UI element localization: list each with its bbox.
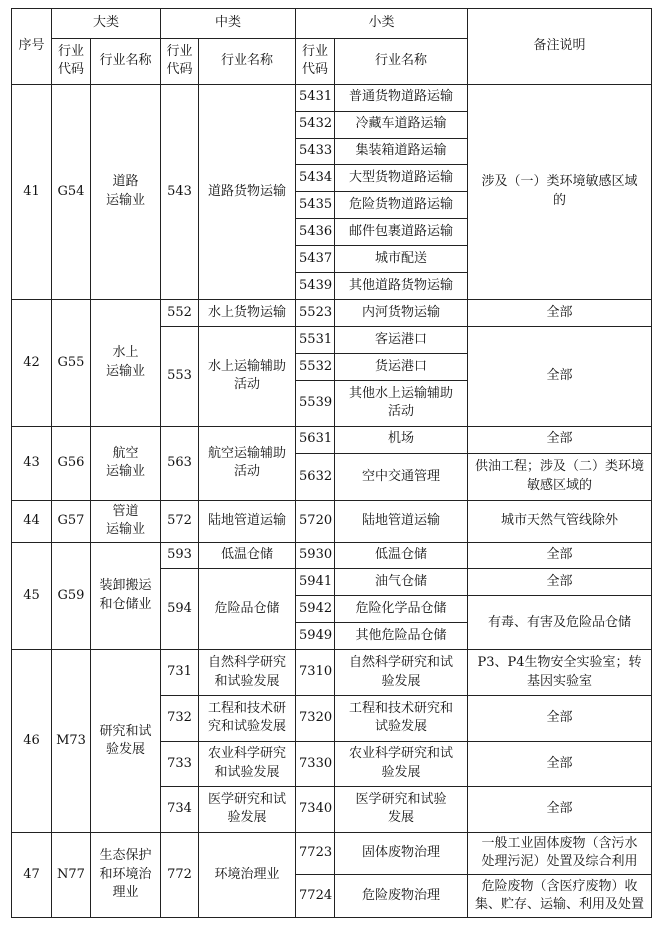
- minor-name: 低温仓储: [335, 542, 468, 569]
- middle-code: 593: [161, 542, 199, 569]
- table-row: [12, 542, 652, 569]
- middle-code: 734: [161, 787, 199, 833]
- minor-name: 固体废物治理: [335, 832, 468, 875]
- major-name: 研究和试 验发展: [91, 650, 161, 832]
- row-seq: 44: [12, 501, 52, 542]
- minor-name: 大型货物道路运输: [335, 165, 468, 192]
- middle-name: 医学研究和试 验发展: [199, 787, 296, 833]
- minor-code: 5631: [296, 426, 335, 453]
- industry-table: [11, 8, 652, 918]
- remark: 全部: [468, 426, 652, 453]
- remark: 有毒、有害及危险品仓储: [468, 596, 652, 650]
- minor-code: 7310: [296, 650, 335, 696]
- minor-code: 7330: [296, 741, 335, 787]
- remark: P3、P4生物安全实验室；转 基因实验室: [468, 650, 652, 696]
- header-seq: 序号: [12, 9, 52, 85]
- minor-name: 危险货物道路运输: [335, 192, 468, 219]
- minor-name: 工程和技术研究和 试验发展: [335, 695, 468, 741]
- table-row: [12, 300, 652, 327]
- row-seq: 41: [12, 84, 52, 300]
- major-code: G56: [52, 426, 91, 501]
- table-row: [12, 501, 652, 542]
- remark: 涉及（一）类环境敏感区域 的: [468, 84, 652, 300]
- minor-code: 5439: [296, 273, 335, 300]
- header-minor-code: 行业 代码: [296, 39, 335, 85]
- middle-code: 733: [161, 741, 199, 787]
- header-middle-code: 行业 代码: [161, 39, 199, 85]
- minor-name: 机场: [335, 426, 468, 453]
- middle-name: 工程和技术研 究和试验发展: [199, 695, 296, 741]
- minor-name: 内河货物运输: [335, 300, 468, 327]
- minor-name: 货运港口: [335, 354, 468, 381]
- header-remark: 备注说明: [468, 9, 652, 85]
- minor-code: 5436: [296, 219, 335, 246]
- major-code: G57: [52, 501, 91, 542]
- header-minor: 小类: [296, 9, 468, 39]
- minor-name: 空中交通管理: [335, 453, 468, 501]
- remark: 全部: [468, 695, 652, 741]
- minor-code: 5942: [296, 596, 335, 623]
- middle-code: 772: [161, 832, 199, 917]
- minor-code: 5532: [296, 354, 335, 381]
- middle-name: 道路货物运输: [199, 84, 296, 300]
- minor-code: 5930: [296, 542, 335, 569]
- remark: 危险废物（含医疗废物）收 集、贮存、运输、利用及处置: [468, 875, 652, 918]
- header-middle-name: 行业名称: [199, 39, 296, 85]
- minor-name: 其他危险品仓储: [335, 623, 468, 650]
- middle-name: 环境治理业: [199, 832, 296, 917]
- middle-code: 563: [161, 426, 199, 501]
- major-code: N77: [52, 832, 91, 917]
- major-code: G54: [52, 84, 91, 300]
- table-row: [12, 426, 652, 453]
- major-name: 装卸搬运 和仓储业: [91, 542, 161, 650]
- row-seq: 43: [12, 426, 52, 501]
- remark: 全部: [468, 741, 652, 787]
- major-code: G59: [52, 542, 91, 650]
- middle-code: 594: [161, 569, 199, 650]
- table-row: [12, 84, 652, 111]
- minor-code: 5433: [296, 138, 335, 165]
- minor-code: 7320: [296, 695, 335, 741]
- middle-name: 农业科学研究 和试验发展: [199, 741, 296, 787]
- minor-name: 自然科学研究和试 验发展: [335, 650, 468, 696]
- middle-code: 552: [161, 300, 199, 327]
- header-major-name: 行业名称: [91, 39, 161, 85]
- minor-code: 7340: [296, 787, 335, 833]
- row-seq: 46: [12, 650, 52, 832]
- minor-code: 7723: [296, 832, 335, 875]
- minor-name: 冷藏车道路运输: [335, 111, 468, 138]
- minor-name: 集装箱道路运输: [335, 138, 468, 165]
- middle-code: 543: [161, 84, 199, 300]
- middle-code: 572: [161, 501, 199, 542]
- middle-code: 732: [161, 695, 199, 741]
- remark: 供油工程；涉及（二）类环境 敏感区域的: [468, 453, 652, 501]
- minor-name: 农业科学研究和试 验发展: [335, 741, 468, 787]
- middle-code: 731: [161, 650, 199, 696]
- row-seq: 47: [12, 832, 52, 917]
- minor-code: 5437: [296, 246, 335, 273]
- minor-name: 医学研究和试验 发展: [335, 787, 468, 833]
- minor-code: 7724: [296, 875, 335, 918]
- minor-name: 客运港口: [335, 327, 468, 354]
- remark: 全部: [468, 300, 652, 327]
- minor-code: 5435: [296, 192, 335, 219]
- minor-code: 5434: [296, 165, 335, 192]
- header-middle: 中类: [161, 9, 296, 39]
- minor-name: 普通货物道路运输: [335, 84, 468, 111]
- table-row: [12, 650, 652, 696]
- middle-code: 553: [161, 327, 199, 426]
- minor-name: 邮件包裹道路运输: [335, 219, 468, 246]
- remark: 全部: [468, 327, 652, 426]
- minor-code: 5523: [296, 300, 335, 327]
- header-minor-name: 行业名称: [335, 39, 468, 85]
- major-name: 航空 运输业: [91, 426, 161, 501]
- major-name: 水上 运输业: [91, 300, 161, 426]
- remark: 城市天然气管线除外: [468, 501, 652, 542]
- major-code: M73: [52, 650, 91, 832]
- minor-name: 危险化学品仓储: [335, 596, 468, 623]
- remark: 全部: [468, 787, 652, 833]
- remark: 一般工业固体废物（含污水 处理污泥）处置及综合利用: [468, 832, 652, 875]
- middle-name: 陆地管道运输: [199, 501, 296, 542]
- major-code: G55: [52, 300, 91, 426]
- minor-name: 其他水上运输辅助 活动: [335, 380, 468, 426]
- major-name: 生态保护 和环境治 理业: [91, 832, 161, 917]
- middle-name: 水上货物运输: [199, 300, 296, 327]
- remark: 全部: [468, 542, 652, 569]
- minor-code: 5720: [296, 501, 335, 542]
- row-seq: 42: [12, 300, 52, 426]
- major-name: 管道 运输业: [91, 501, 161, 542]
- minor-code: 5431: [296, 84, 335, 111]
- middle-name: 危险品仓储: [199, 569, 296, 650]
- header-major-code: 行业 代码: [52, 39, 91, 85]
- middle-name: 低温仓储: [199, 542, 296, 569]
- middle-name: 航空运输辅助 活动: [199, 426, 296, 501]
- minor-name: 陆地管道运输: [335, 501, 468, 542]
- minor-name: 城市配送: [335, 246, 468, 273]
- table-row: [12, 832, 652, 875]
- header-major: 大类: [52, 9, 161, 39]
- remark: 全部: [468, 569, 652, 596]
- minor-name: 危险废物治理: [335, 875, 468, 918]
- minor-name: 其他道路货物运输: [335, 273, 468, 300]
- row-seq: 45: [12, 542, 52, 650]
- minor-code: 5432: [296, 111, 335, 138]
- major-name: 道路 运输业: [91, 84, 161, 300]
- minor-code: 5949: [296, 623, 335, 650]
- minor-code: 5539: [296, 380, 335, 426]
- middle-name: 自然科学研究 和试验发展: [199, 650, 296, 696]
- minor-name: 油气仓储: [335, 569, 468, 596]
- middle-name: 水上运输辅助 活动: [199, 327, 296, 426]
- minor-code: 5632: [296, 453, 335, 501]
- minor-code: 5941: [296, 569, 335, 596]
- minor-code: 5531: [296, 327, 335, 354]
